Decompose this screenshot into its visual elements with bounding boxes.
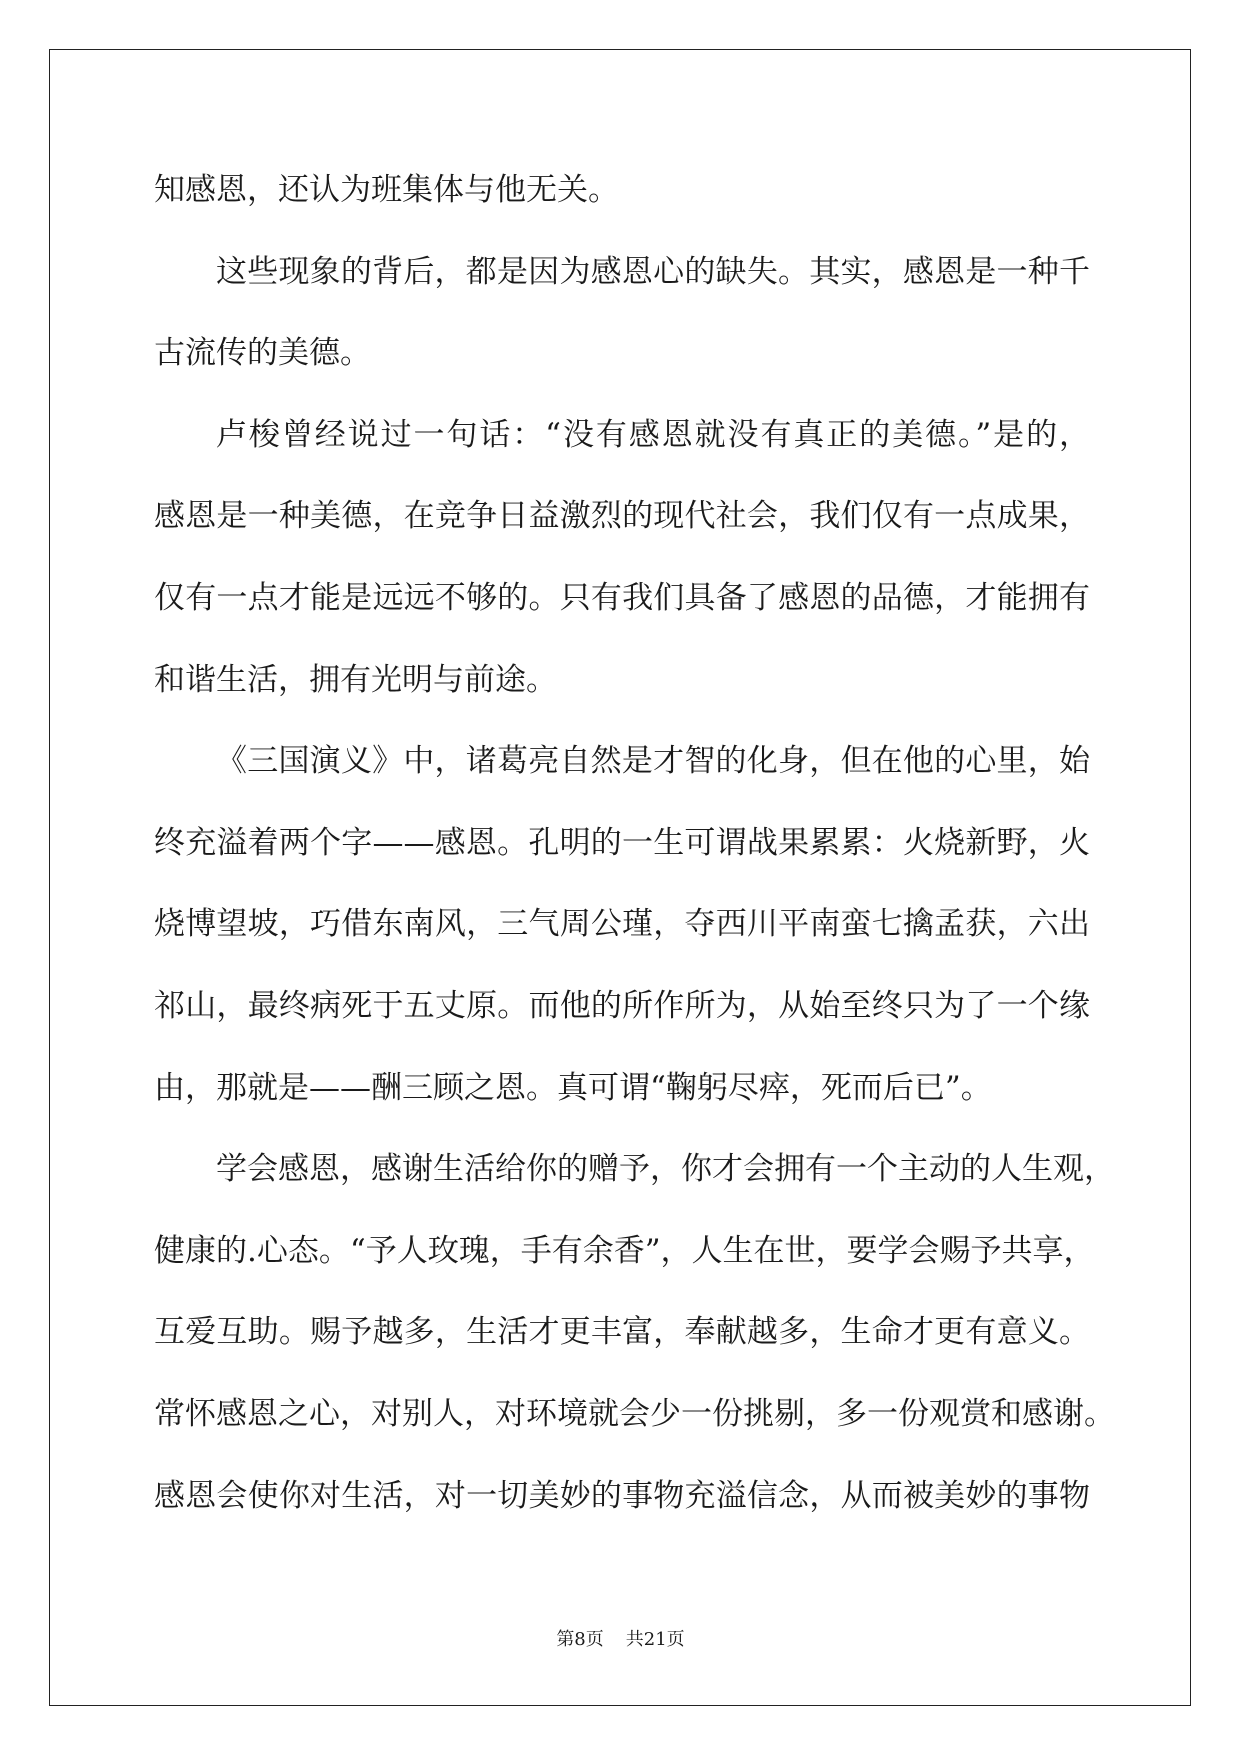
page-footer xyxy=(0,1626,1241,1654)
text-line: 和谐生活，拥有光明与前途。 xyxy=(154,661,557,698)
text-line: 常怀感恩之心，对别人，对环境就会少一份挑剔，多一份观赏和感谢。 xyxy=(154,1395,1115,1432)
text-line: 终充溢着两个字——感恩。孔明的一生可谓战果累累：火烧新野，火 xyxy=(154,824,1090,861)
paragraph xyxy=(154,1129,1115,1537)
paragraph xyxy=(154,232,1090,395)
text-line: 《三国演义》中，诸葛亮自然是才智的化身，但在他的心里，始 xyxy=(216,743,1090,780)
page-total: 共21页 xyxy=(625,1629,685,1650)
paragraph xyxy=(154,150,1090,232)
text-line: 感恩会使你对生活，对一切美妙的事物充溢信念，从而被美妙的事物 xyxy=(154,1477,1090,1514)
paragraph xyxy=(154,395,1090,721)
text-line: 健康的.心态。“予人玫瑰，手有余香”，人生在世，要学会赐予共享， xyxy=(154,1232,1095,1269)
text-line: 古流传的美德。 xyxy=(154,335,371,372)
text-line: 仅有一点才能是远远不够的。只有我们具备了感恩的品德，才能拥有 xyxy=(154,579,1090,616)
text-line: 知感恩，还认为班集体与他无关。 xyxy=(154,172,619,208)
paragraph xyxy=(154,721,1090,1129)
text-line: 卢梭曾经说过一句话：“没有感恩就没有真正的美德。”是的， xyxy=(216,416,1090,453)
text-line: 这些现象的背后，都是因为感恩心的缺失。其实，感恩是一种千 xyxy=(216,253,1090,290)
text-line: 学会感恩，感谢生活给你的赠予，你才会拥有一个主动的人生观， xyxy=(216,1151,1115,1188)
page-number: 第8页 xyxy=(556,1629,604,1650)
text-line: 烧博望坡，巧借东南风，三气周公瑾，夺西川平南蛮七擒孟获，六出 xyxy=(154,906,1090,943)
document-body xyxy=(154,150,1115,1537)
text-line: 祁山，最终病死于五丈原。而他的所作所为，从始至终只为了一个缘 xyxy=(154,987,1090,1024)
text-line: 互爱互助。赐予越多，生活才更丰富，奉献越多，生命才更有意义。 xyxy=(154,1314,1090,1351)
text-line: 由，那就是——酬三顾之恩。真可谓“鞠躬尽瘁，死而后已”。 xyxy=(154,1069,992,1106)
text-line: 感恩是一种美德，在竞争日益激烈的现代社会，我们仅有一点成果， xyxy=(154,498,1090,535)
